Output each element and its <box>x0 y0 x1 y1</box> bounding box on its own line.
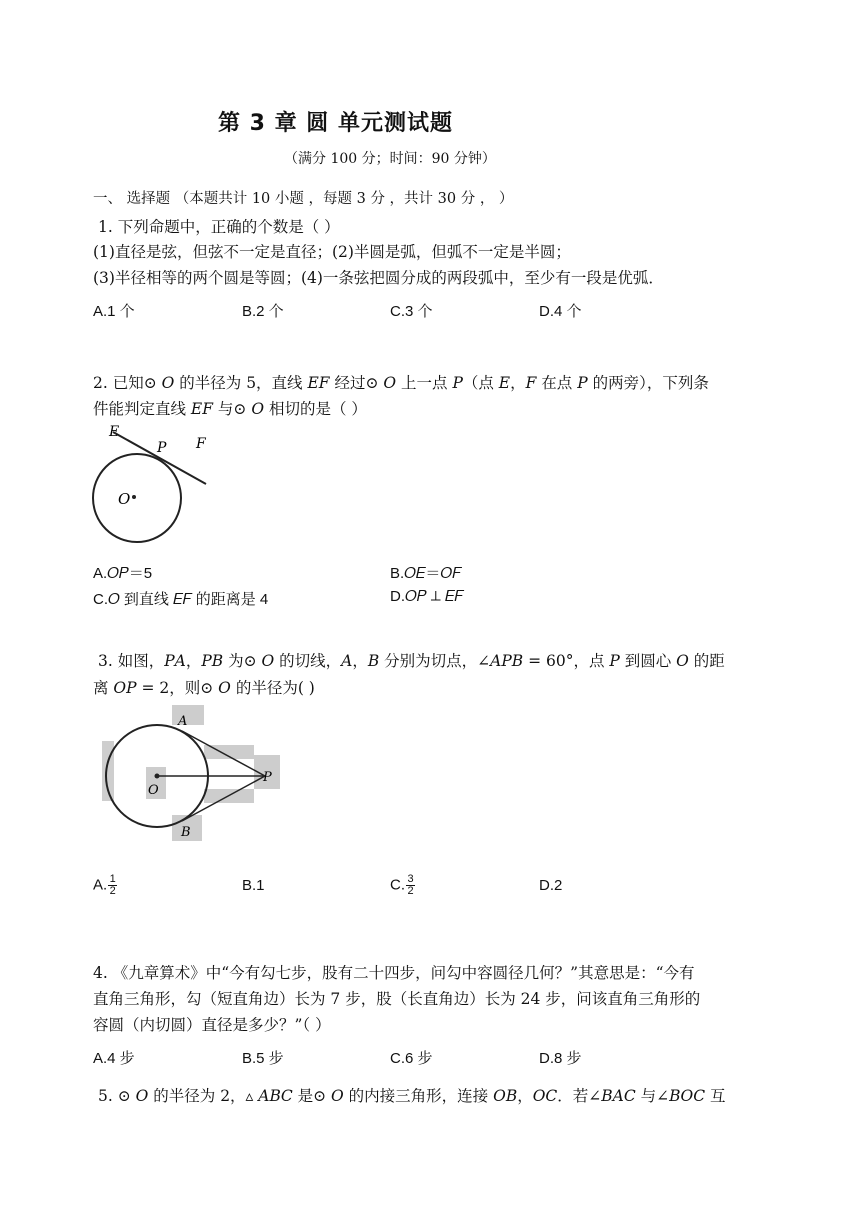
q3-label-b: B <box>181 825 191 840</box>
q3-center-dot <box>155 774 160 779</box>
q4-option-c: C.6 步 <box>390 1050 433 1067</box>
q3-option-b: B.1 <box>242 877 265 894</box>
q1-option-a: A.1 个 <box>93 303 135 320</box>
q1-option-d: D.4 个 <box>539 303 582 320</box>
q3-option-a-numerator: 1 <box>109 873 116 885</box>
q2-option-c: C.𝑂 到直线 𝐸𝐹 的距离是 4 <box>93 591 269 608</box>
q3-figure <box>100 703 290 843</box>
page-title: 第 3 章 圆 单元测试题 <box>218 111 453 136</box>
q2-center-dot <box>132 495 136 499</box>
q1-option-c: C.3 个 <box>390 303 433 320</box>
q2-line2: 件能判定直线 𝐸𝐹 与⊙ 𝑂 相切的是（ ） <box>93 400 367 418</box>
q3-option-c-numerator: 3 <box>407 873 414 885</box>
q3-option-d: D.2 <box>539 877 563 894</box>
q2-option-a: A.𝑂𝑃＝5 <box>93 565 153 582</box>
q3-line1: 3. 如图，𝑃𝐴，𝑃𝐵 为⊙ 𝑂 的切线，𝐴，𝐵 分别为切点，∠𝐴𝑃𝐵 = 60°，点 𝑃 到圆心 𝑂 的距 <box>98 652 725 670</box>
q2-figure <box>85 418 220 543</box>
page-subtitle: （满分 100 分；时间：90 分钟） <box>284 151 496 167</box>
q5-line1: 5. ⊙ 𝑂 的半径为 2，▵ 𝐴𝐵𝐶 是⊙ 𝑂 的内接三角形，连接 𝑂𝐵，𝑂𝐶．若∠𝐵𝐴𝐶 与∠𝐵𝑂𝐶 互 <box>98 1087 726 1105</box>
q3-label-o: O <box>148 783 159 798</box>
q3-option-a-denominator: 2 <box>109 885 116 897</box>
q2-label-o: O <box>118 490 131 508</box>
q2-label-f: F <box>196 436 206 452</box>
q2-option-d: D.𝑂𝑃 ⊥ 𝐸𝐹 <box>390 588 464 605</box>
q3-option-c-prefix: C. <box>390 876 405 894</box>
q4-option-a: A.4 步 <box>93 1050 135 1067</box>
q2-line1: 2. 已知⊙ 𝑂 的半径为 5，直线 𝐸𝐹 经过⊙ 𝑂 上一点 𝑃（点 𝐸，𝐹 在点 𝑃 的两旁），下列条 <box>93 374 709 392</box>
q4-option-b: B.5 步 <box>242 1050 284 1067</box>
q1-line2: (1)直径是弦，但弦不一定是直径；(2)半圆是弧，但弧不一定是半圆； <box>93 243 571 261</box>
q4-option-d: D.8 步 <box>539 1050 582 1067</box>
q2-option-b: B.𝑂𝐸＝𝑂𝐹 <box>390 565 462 582</box>
q4-line2: 直角三角形，勾（短直角边）长为 7 步，股（长直角边）长为 24 步，问该直角三角形的 <box>93 990 701 1008</box>
q2-label-e: E <box>109 424 120 440</box>
q3-option-a-fraction <box>108 874 117 897</box>
q4-line1: 4. 《九章算术》中“今有勾七步，股有二十四步，问勾中容圆径几何？”其意思是：“今有 <box>93 964 695 982</box>
q3-label-a: A <box>178 714 188 729</box>
q2-circle <box>93 454 181 542</box>
section-heading: 一、 选择题 （本题共计 10 小题 ，每题 3 分 ，共计 30 分 ， ） <box>93 191 514 207</box>
q1-stem: 1. 下列命题中，正确的个数是（ ） <box>98 218 340 236</box>
q1-line3: (3)半径相等的两个圆是等圆；(4)一条弦把圆分成的两段弧中，至少有一段是优弧． <box>93 269 664 287</box>
q1-option-b: B.2 个 <box>242 303 284 320</box>
q4-line3: 容圆（内切圆）直径是多少？”（ ） <box>93 1016 331 1034</box>
q3-label-p: P <box>263 770 272 785</box>
q3-option-c-denominator: 2 <box>407 885 414 897</box>
q3-option-c-fraction <box>406 874 415 897</box>
q3-line2: 离 𝑂𝑃 = 2，则⊙ 𝑂 的半径为( ) <box>93 679 315 697</box>
q3-scan-noise <box>102 705 280 841</box>
q2-label-p: P <box>157 440 167 456</box>
q3-option-a-prefix: A. <box>93 876 108 894</box>
q3-option-c <box>390 874 415 897</box>
q3-option-a <box>93 874 117 897</box>
